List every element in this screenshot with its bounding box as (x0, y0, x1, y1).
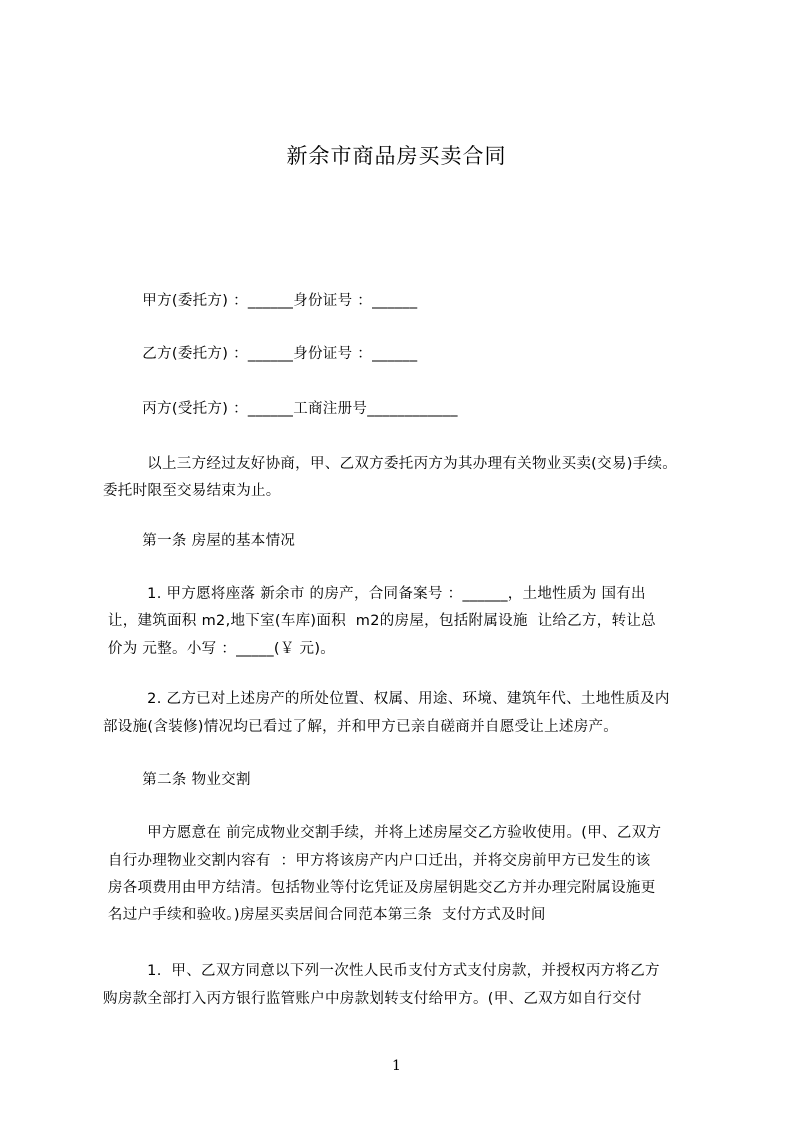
page-number: 1 (392, 1058, 401, 1074)
clause-1-2-line-1: 2. 乙方已对上述房产的所处位置、权属、用途、环境、建筑年代、土地性质及内 (103, 691, 670, 707)
article-1-heading: 第一条 房屋的基本情况 (103, 533, 296, 549)
clause-1-2-line-2: 部设施(含装修)情况均已看过了解，并和甲方已亲自磋商并自愿受让上述房产。 (103, 719, 619, 735)
clause-3-1-line-1: 1. 甲、乙双方同意以下列一次性人民币支付方式支付房款，并授权丙方将乙方 (103, 963, 660, 979)
intro-paragraph-line-2: 委托时限至交易结束为止。 (103, 483, 281, 499)
clause-1-1-line-2: 让，建筑面积 m2,地下室(车库)面积 m2的房屋，包括附属设施 让给乙方，转让总 (103, 613, 656, 629)
article-2-para-line-4: 名过户手续和验收。)房屋买卖居间合同范本第三条 支付方式及时间 (103, 907, 546, 923)
article-2-para-line-3: 房各项费用由甲方结清。包括物业等付讫凭证及房屋钥匙交乙方并办理完附属设施更 (103, 880, 656, 896)
article-2-para-line-1: 甲方愿意在 前完成物业交割手续，并将上述房屋交乙方验收使用。(甲、乙双方 (103, 825, 662, 841)
party-c-line: 丙方(受托方) ：______工商注册号____________ (103, 401, 458, 417)
article-2-heading: 第二条 物业交割 (103, 772, 251, 788)
document-title: 新余市商品房买卖合同 (286, 144, 507, 168)
clause-1-1-line-1: 1. 甲方愿将座落 新余市 的房产，合同备案号 ：______，土地性质为 国有出 (103, 586, 646, 602)
article-2-para-line-2: 自行办理物业交割内容有 ：甲方将该房产内户口迁出，并将交房前甲方已发生的该 (103, 853, 651, 869)
clause-3-1-line-2: 购房款全部打入丙方银行监管账户中房款划转支付给甲方。(甲、乙双方如自行交付 (103, 991, 642, 1007)
intro-paragraph-line-1: 以上三方经过友好协商，甲、乙双方委托丙方为其办理有关物业买卖(交易)手续。 (103, 456, 678, 472)
clause-1-1-line-3: 价为 元整。小写 ：_____(￥ 元)。 (103, 641, 336, 657)
party-a-line: 甲方(委托方) ：______身份证号 ：______ (103, 293, 418, 309)
party-b-line: 乙方(委托方) ：______身份证号 ：______ (103, 346, 418, 362)
